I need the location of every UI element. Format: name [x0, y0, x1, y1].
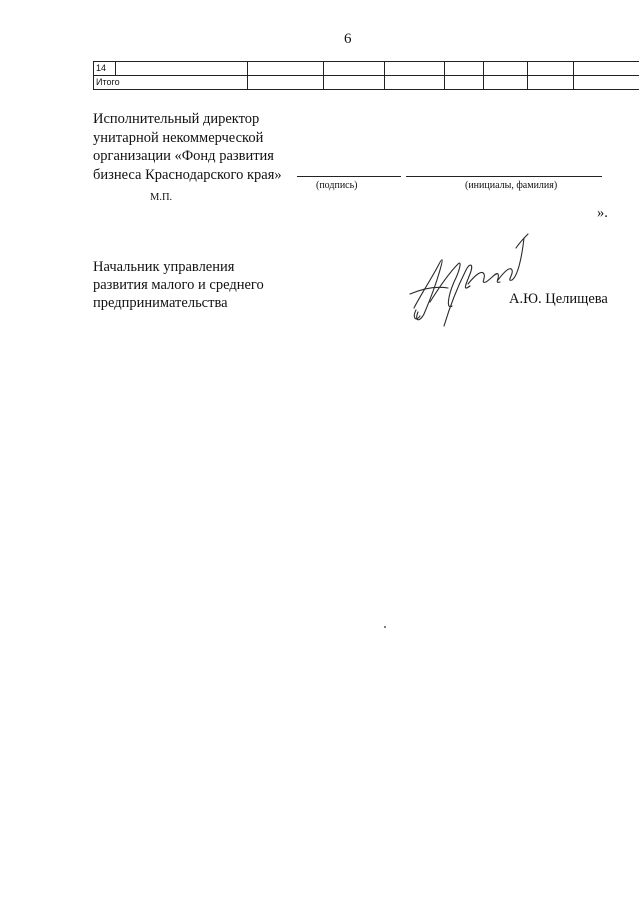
- table-cell: [484, 62, 528, 76]
- closing-quote: ».: [597, 205, 608, 221]
- director-title-line: бизнеса Краснодарского края»: [93, 166, 282, 183]
- signature-underline: [297, 176, 401, 177]
- director-title: [93, 110, 282, 184]
- head-title-line: предпринимательства: [93, 295, 228, 311]
- director-title-line: организации «Фонд развития: [93, 148, 274, 164]
- page-number: 6: [344, 31, 352, 47]
- signature-caption: (подпись): [316, 180, 358, 191]
- head-title-line: развития малого и среднего: [93, 277, 264, 293]
- table-cell: [248, 76, 324, 90]
- table-cell: [248, 62, 324, 76]
- table-cell: [385, 62, 445, 76]
- director-title-line: унитарной некоммерческой: [93, 129, 264, 146]
- table-cell: [484, 76, 528, 90]
- table-cell: [528, 76, 574, 90]
- table-cell: [574, 62, 639, 76]
- director-title-line: Исполнительный директор: [93, 111, 260, 127]
- name-underline: [406, 176, 602, 177]
- table-cell: [385, 76, 445, 90]
- table-cell: [445, 62, 484, 76]
- table-cell: [528, 62, 574, 76]
- table-cell: [574, 76, 639, 90]
- head-title-line: Начальник управления: [93, 259, 235, 275]
- table-cell: [324, 76, 385, 90]
- head-name: А.Ю. Целищева: [509, 291, 608, 307]
- table-cell: 14: [94, 62, 116, 76]
- table-row: [94, 62, 639, 76]
- table-row: [94, 76, 639, 90]
- table-cell: [116, 62, 248, 76]
- handwritten-signature: [400, 226, 530, 336]
- table-cell: [324, 62, 385, 76]
- stamp-place-label: М.П.: [150, 192, 173, 203]
- name-caption: (инициалы, фамилия): [465, 180, 558, 191]
- table-cell-total-label: Итого: [94, 76, 248, 90]
- head-title: [93, 258, 264, 312]
- scan-dot: [384, 626, 386, 628]
- table-cell: [445, 76, 484, 90]
- totals-table: [93, 61, 639, 90]
